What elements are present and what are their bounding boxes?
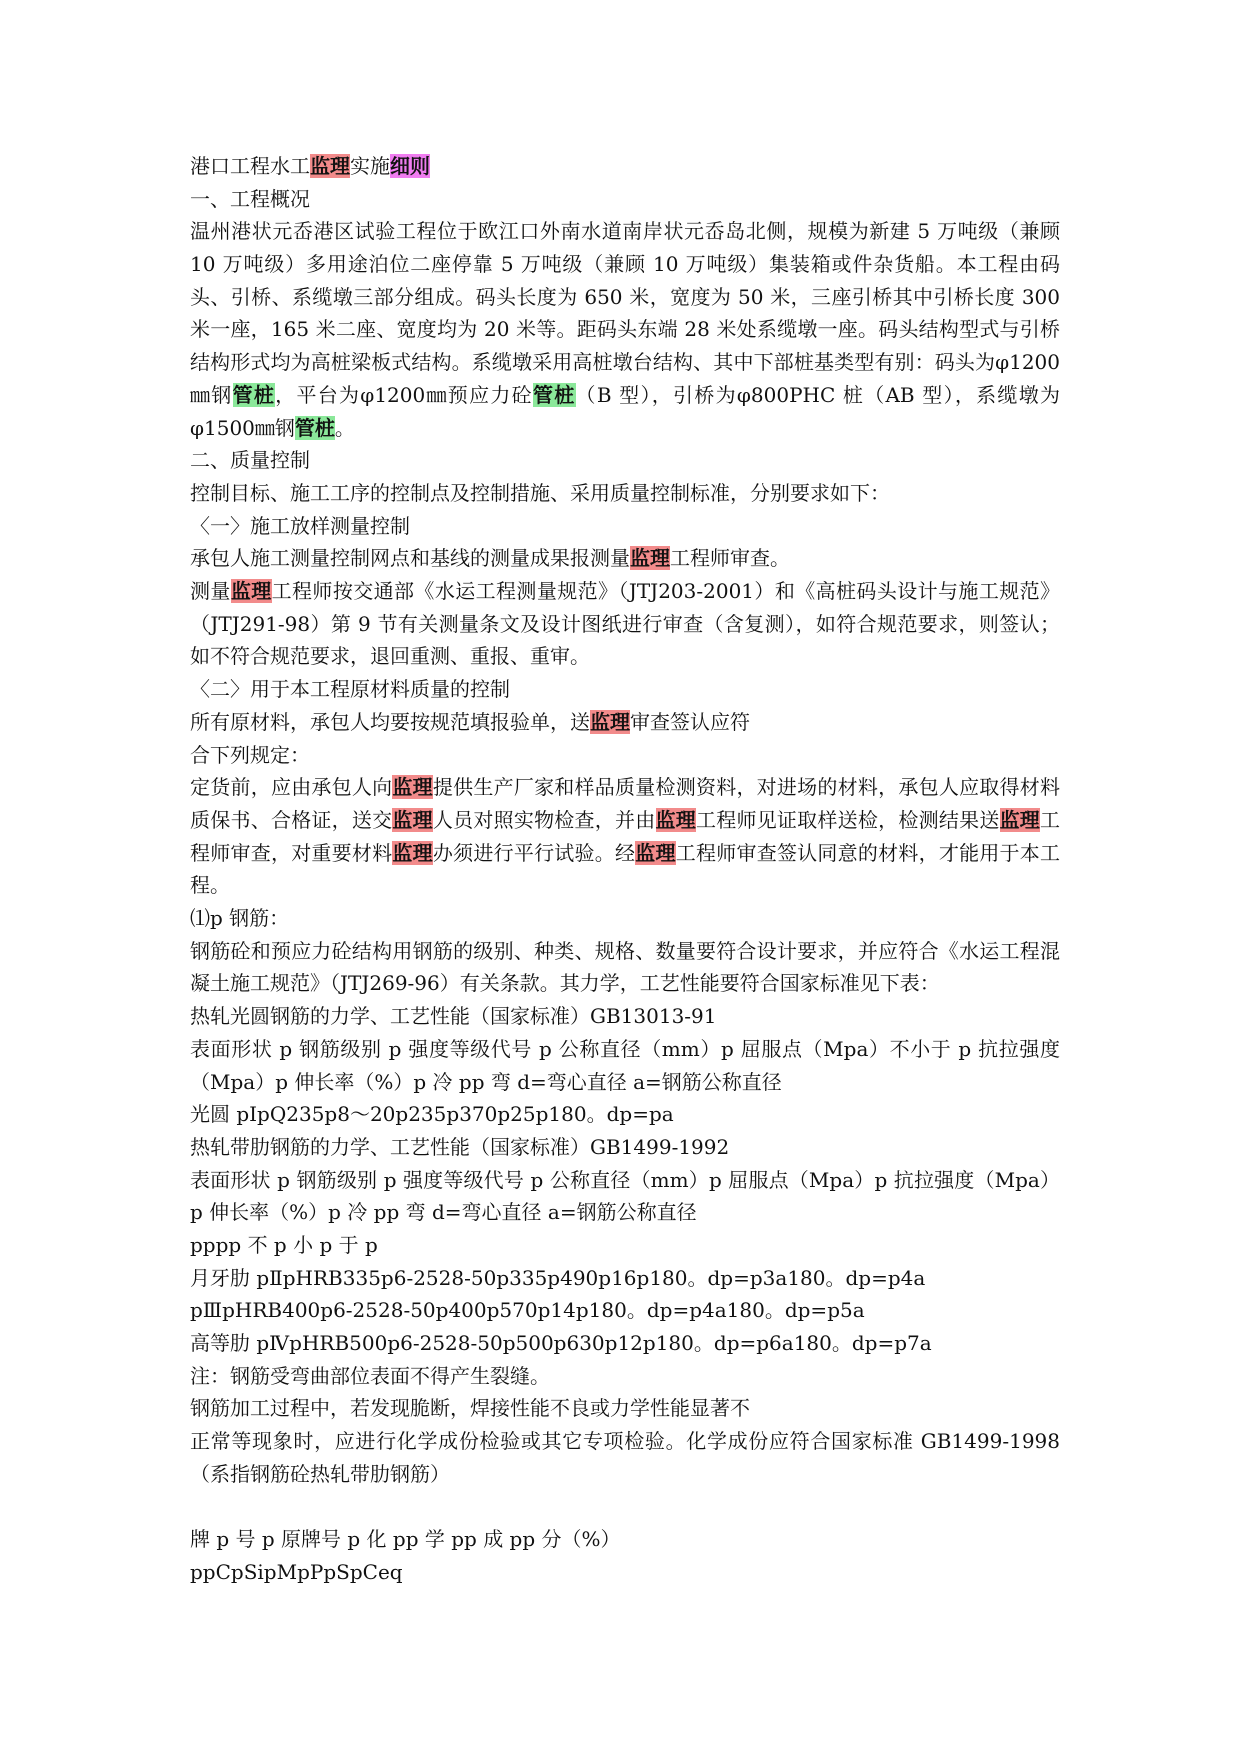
materials-paragraph-3 <box>190 771 1060 902</box>
processing-paragraph-a: 钢筋加工过程中，若发现脆断，焊接性能不良或力学性能显著不 <box>190 1396 750 1421</box>
highlight-jianli: 监理 <box>392 775 433 800</box>
overview-text: 温州港状元岙港区试验工程位于欧江口外南水道南岸状元岙岛北侧，规模为新建 5 万吨级（兼顾 10 万吨级）多用途泊位二座停靠 5 万吨级（兼顾 10 万吨级）集装箱或件杂货船。本工程由码头、引桥、系缆墩三部分组成。码头长度为 650 米，宽度为 50 米，三座引桥其中引桥长度 300 米一座，165 米二座、宽度均为 20 米等。距码头东端 28 米处系缆墩一座。码头结构型式与引桥结构形式均为高桩梁板式结构。系缆墩采用高桩墩台结构、其中下部桩基类型有别：码头为φ1200㎜钢 <box>190 219 1060 407</box>
document-body <box>190 150 1060 1589</box>
overview-paragraph <box>190 215 1060 444</box>
materials-paragraph-2: 合下列规定： <box>190 742 310 767</box>
highlight-guanzhuang: 管桩 <box>532 382 576 407</box>
document-title <box>190 150 1060 183</box>
item-heading-rebar: ⑴p 钢筋： <box>190 906 290 931</box>
highlight-guanzhuang: 管桩 <box>232 382 276 407</box>
table2-row: 高等肋 pⅣpHRB500p6-2528-50p500p630p12p180。dp=p6a180。dp=p7a <box>190 1331 932 1356</box>
paragraph-text: 工程师审查，对重要材料 <box>190 807 1061 865</box>
table3-header: 牌 p 号 p 原牌号 p 化 pp 学 pp 成 pp 分（%） <box>190 1527 621 1552</box>
highlight-xize: 细则 <box>390 154 430 178</box>
processing-paragraph-b: 正常等现象时，应进行化学成份检验或其它专项检验。化学成份应符合国家标准 GB1499-1998（系指钢筋砼热轧带肋钢筋） <box>190 1429 1060 1486</box>
paragraph-text: 办须进行平行试验。经 <box>432 840 636 865</box>
paragraph-text: 工程师见证取样送检，检测结果送 <box>695 807 1000 832</box>
overview-text: 。 <box>334 415 355 440</box>
highlight-jianli: 监理 <box>392 840 433 865</box>
section-heading-quality: 二、质量控制 <box>190 448 310 473</box>
paragraph-text: 工程师审查。 <box>670 546 790 571</box>
title-text: 实施 <box>350 154 390 178</box>
rebar-paragraph: 钢筋砼和预应力砼结构用钢筋的级别、种类、规格、数量要符合设计要求，并应符合《水运工程混凝土施工规范》（JTJ269-96）有关条款。其力学，工艺性能要符合国家标准见下表： <box>190 938 1060 996</box>
note-text: 注：钢筋受弯曲部位表面不得产生裂缝。 <box>190 1363 550 1388</box>
highlight-jianli: 监理 <box>635 840 676 865</box>
title-text: 港口工程水工 <box>190 154 310 178</box>
highlight-jianli: 监理 <box>392 807 433 832</box>
table1-header: 表面形状 p 钢筋级别 p 强度等级代号 p 公称直径（mm）p 屈服点（Mpa）不小于 p 抗拉强度（Mpa）p 伸长率（%）p 冷 pp 弯 d=弯心直径 a=钢筋公称直径 <box>190 1036 1060 1094</box>
paragraph-text: 定货前，应由承包人向 <box>190 775 393 800</box>
paragraph-text: 提供生产厂家和样品质量检测资料，对进场的材料，承包人应取得材料质保书、合格证，送交 <box>190 775 1061 832</box>
paragraph-text: 审查签认应符 <box>630 709 750 734</box>
table2-title: 热轧带肋钢筋的力学、工艺性能（国家标准）GB1499-1992 <box>190 1134 730 1159</box>
highlight-jianli: 监理 <box>230 579 272 604</box>
table2-header: 表面形状 p 钢筋级别 p 强度等级代号 p 公称直径（mm）p 屈服点（Mpa）p 抗拉强度（Mpa）p 伸长率（%）p 冷 pp 弯 d=弯心直径 a=钢筋公称直径 <box>190 1167 1060 1225</box>
highlight-jianli: 监理 <box>590 709 630 734</box>
overview-text: （B 型），引桥为φ800PHC 桩（AB 型），系缆墩为φ1500㎜钢 <box>190 382 1061 440</box>
paragraph-text: 测量 <box>190 579 231 604</box>
highlight-guanzhuang: 管桩 <box>294 415 335 440</box>
table3-subheader: ppCpSipMpPpSpCeq <box>190 1559 403 1584</box>
paragraph-text: 工程师审查签认同意的材料，才能用于本工程。 <box>190 840 1061 898</box>
survey-paragraph-1 <box>190 542 1060 575</box>
quality-intro: 控制目标、施工工序的控制点及控制措施、采用质量控制标准，分别要求如下： <box>190 480 890 505</box>
subsection-heading-survey: 〈一〉施工放样测量控制 <box>190 513 410 538</box>
blank-line <box>190 1491 1060 1524</box>
highlight-jianli: 监理 <box>655 807 696 832</box>
paragraph-text: 所有原材料，承包人均要按规范填报验单，送 <box>190 709 590 734</box>
paragraph-text: 人员对照实物检查，并由 <box>432 807 656 832</box>
highlight-jianli: 监理 <box>999 807 1041 832</box>
paragraph-text: 工程师按交通部《水运工程测量规范》（JTJ203-2001）和《高桩码头设计与施工规范》（JTJ291-98）第 9 节有关测量条文及设计图纸进行审查（含复测），如符合规范要求，则签认；如不符合规范要求，退回重测、重报、重审。 <box>190 579 1061 669</box>
table1-title: 热轧光圆钢筋的力学、工艺性能（国家标准）GB13013-91 <box>190 1004 717 1029</box>
table1-row: 光圆 pⅠpQ235p8～20p235p370p25p180。dp=pa <box>190 1102 674 1127</box>
highlight-jianli: 监理 <box>310 154 350 178</box>
table2-row: 月牙肋 pⅡpHRB335p6-2528-50p335p490p16p180。dp=p3a180。dp=p4a <box>190 1265 926 1290</box>
materials-paragraph-1 <box>190 706 1060 739</box>
paragraph-text: 承包人施工测量控制网点和基线的测量成果报测量 <box>190 546 630 571</box>
survey-paragraph-2 <box>190 575 1060 673</box>
table2-row: pⅢpHRB400p6-2528-50p400p570p14p180。dp=p4a180。dp=p5a <box>190 1298 865 1323</box>
section-heading-overview: 一、工程概况 <box>190 186 310 211</box>
subsection-heading-materials: 〈二〉用于本工程原材料质量的控制 <box>190 677 510 702</box>
table2-subheader: pppp 不 p 小 p 于 p <box>190 1233 378 1257</box>
overview-text: ，平台为φ1200㎜预应力砼 <box>275 382 533 407</box>
highlight-jianli: 监理 <box>630 546 670 571</box>
